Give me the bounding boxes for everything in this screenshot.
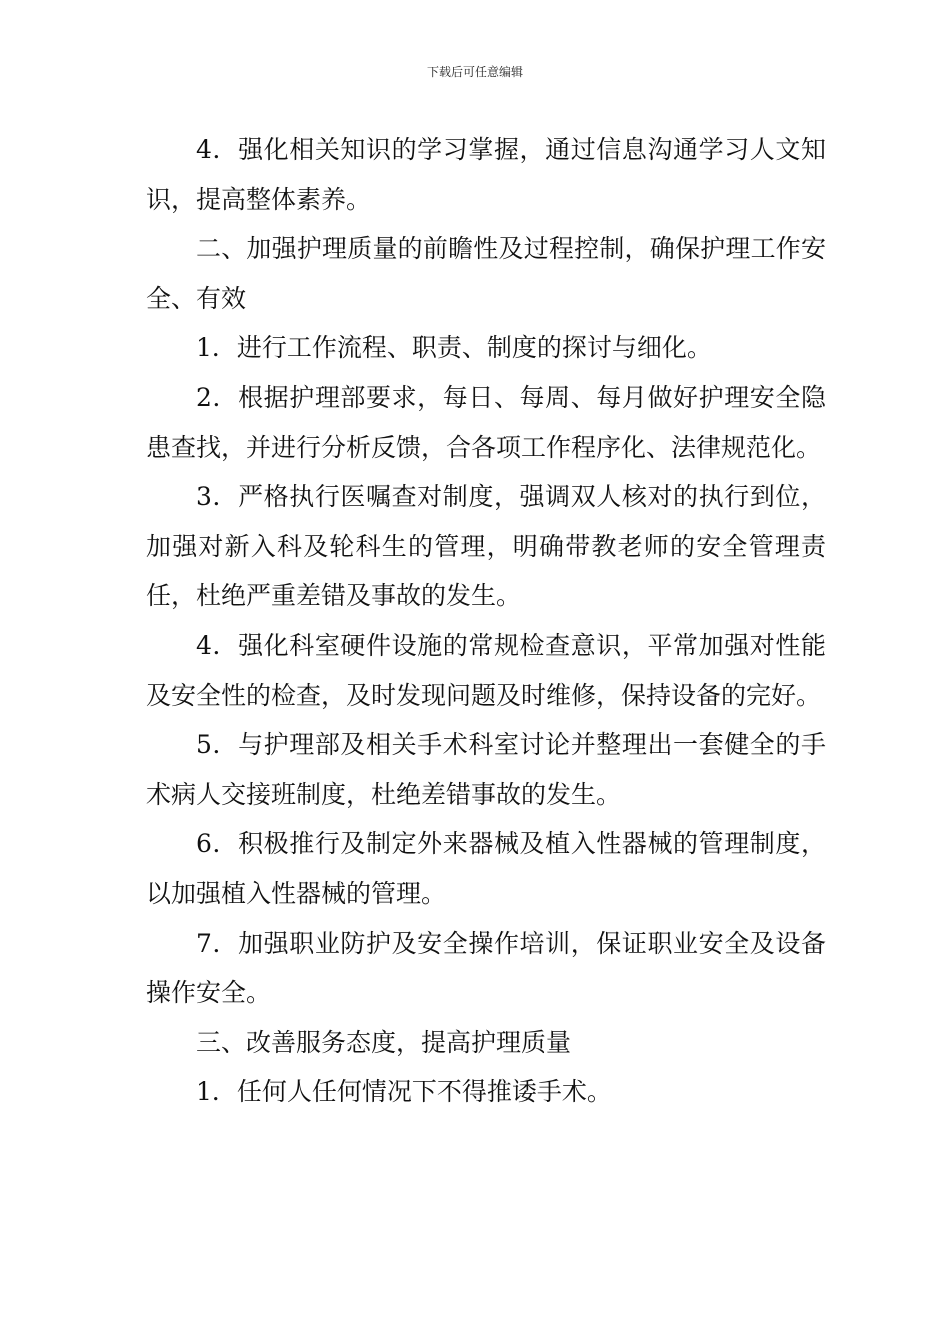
paragraph-item-4-hardware: 4．强化科室硬件设施的常规检查意识，平常加强对性能及安全性的检查，及时发现问题及时维修，保持设备的完好。: [146, 630, 826, 710]
paragraph-item-2-safety-check: 2．根据护理部要求，每日、每周、每月做好护理安全隐患查找，并进行分析反馈，合各项工作程序化、法律规范化。: [146, 382, 826, 462]
paragraph-item-5-handover: 5．与护理部及相关手术科室讨论并整理出一套健全的手术病人交接班制度，杜绝差错事故的发生。: [146, 730, 826, 809]
paragraph-item-4-knowledge: 4．强化相关知识的学习掌握，通过信息沟通学习人文知识，提高整体素养。: [146, 135, 826, 214]
page-header: 下载后可任意编辑: [426, 65, 523, 79]
paragraph-item-1-no-refusal: 1．任何人任何情况下不得推诿手术。: [196, 1077, 612, 1107]
paragraph-item-3-order-verification: 3．严格执行医嘱查对制度，强调双人核对的执行到位，加强对新入科及轮科生的管理，明确带教老师的安全管理责任，杜绝严重差错及事故的发生。: [146, 482, 826, 611]
paragraph-item-6-instruments: 6．积极推行及制定外来器械及植入性器械的管理制度，以加强植入性器械的管理。: [146, 829, 826, 908]
section-heading-two: 二、加强护理质量的前瞻性及过程控制，确保护理工作安全、有效: [146, 234, 826, 313]
paragraph-item-1-workflow: 1．进行工作流程、职责、制度的探讨与细化。: [196, 333, 712, 363]
document-body: [146, 125, 826, 1117]
paragraph-item-7-protection: 7．加强职业防护及安全操作培训，保证职业安全及设备操作安全。: [146, 928, 826, 1008]
section-heading-three: 三、改善服务态度，提高护理质量: [196, 1027, 572, 1057]
